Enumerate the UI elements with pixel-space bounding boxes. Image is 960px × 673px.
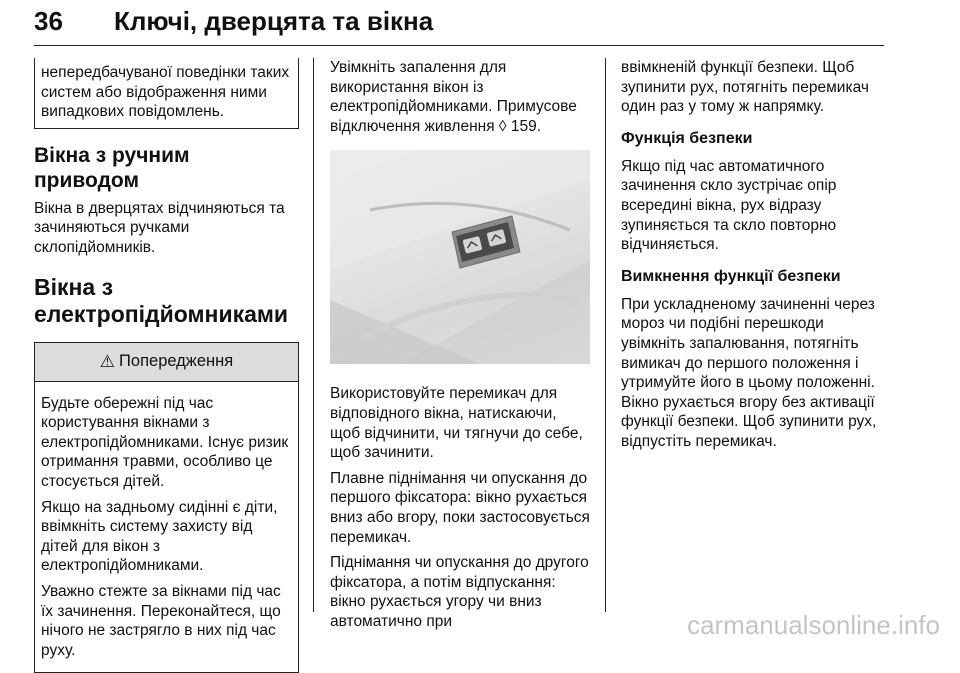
window-switch-photo [330, 150, 590, 364]
second-detent-paragraph: Піднімання чи опускання до другого фіксатора, а потім відпускання: вікно рухається угору чи вниз автоматично при [330, 554, 589, 630]
page-reference-icon: ◊ [498, 117, 507, 135]
warning-box [34, 342, 299, 673]
column-2 [330, 58, 590, 638]
continued-warning-box [34, 58, 299, 129]
column-divider-2 [605, 58, 606, 612]
ignition-paragraph [330, 58, 590, 136]
warning-body [35, 382, 298, 673]
warning-paragraph-3: Уважно стежте за вікнами під час їх зачинення. Переконайтеся, що нічого не застрягло в них під час руху. [41, 582, 281, 659]
section-title-power-windows: Вікна з електропідйомниками [34, 273, 289, 327]
continued-warning-text: непередбачуваної поведінки таких систем або відображення ними випадкових повідомлень. [41, 64, 290, 121]
warning-triangle-icon: ⚠ [99, 351, 116, 371]
window-switch-illustration [330, 150, 590, 364]
column-3 [621, 58, 891, 458]
column-1 [34, 58, 299, 673]
watermark: carmanualsonline.info [687, 610, 940, 640]
stop-motion-paragraph: ввімкненій функції безпеки. Щоб зупинити рух, потягніть перемикач один раз у тому ж напрямку. [621, 59, 869, 116]
warning-paragraph-2: Якщо на задньому сидінні є діти, ввімкніть систему захисту від дітей для вікон з електропідйомниками. [41, 498, 278, 575]
switch-usage-paragraph: Використовуйте перемикач для відповідного вікна, натискаючи, щоб відчинити, чи тягнучи до себе, щоб зачинити. [330, 385, 583, 462]
page-number: 36 [34, 6, 63, 36]
warning-title: Попередження [119, 351, 234, 370]
column-divider-1 [313, 58, 314, 612]
header-rule [34, 45, 884, 46]
chapter-title: Ключі, дверцята та вікна [114, 6, 434, 36]
warning-header [35, 343, 298, 382]
safety-function-paragraph: Якщо під час автоматичного зачинення скло зустрічає опір всередині вікна, рух відразу зупиняється та скло повторно відчиняється. [621, 157, 837, 254]
page-reference-number: 159. [510, 117, 542, 135]
safety-function-heading: Функція безпеки [621, 129, 753, 147]
disable-safety-paragraph: При ускладненому зачиненні через мороз чи подібні перешкоди увімкніть запалювання, потягніть вимикач до першого положення і утримуйте його в цьому положенні. Вікно рухається вгору без активації функції безпеки. Щоб зупинити рух, відпустіть перемикач. [621, 295, 877, 450]
ignition-text: Увімкніть запалення для використання вікон із електропідйомниками. Примусове відключення живлення [330, 59, 577, 135]
page-header [34, 2, 884, 46]
warning-paragraph-1: Будьте обережні під час користування вікнами з електропідйомниками. Існує ризик отримання травми, особливо це стосується дітей. [41, 394, 289, 490]
disable-safety-heading: Вимкнення функції безпеки [621, 267, 841, 285]
first-detent-paragraph: Плавне піднімання чи опускання до першого фіксатора: вікно рухається вниз або вгору, поки застосовується перемикач. [330, 469, 590, 546]
manual-windows-text: Вікна в дверцятах відчиняються та зачиняються ручками склопідйомників. [34, 199, 285, 256]
section-title-manual-windows: Вікна з ручним приводом [34, 143, 190, 192]
